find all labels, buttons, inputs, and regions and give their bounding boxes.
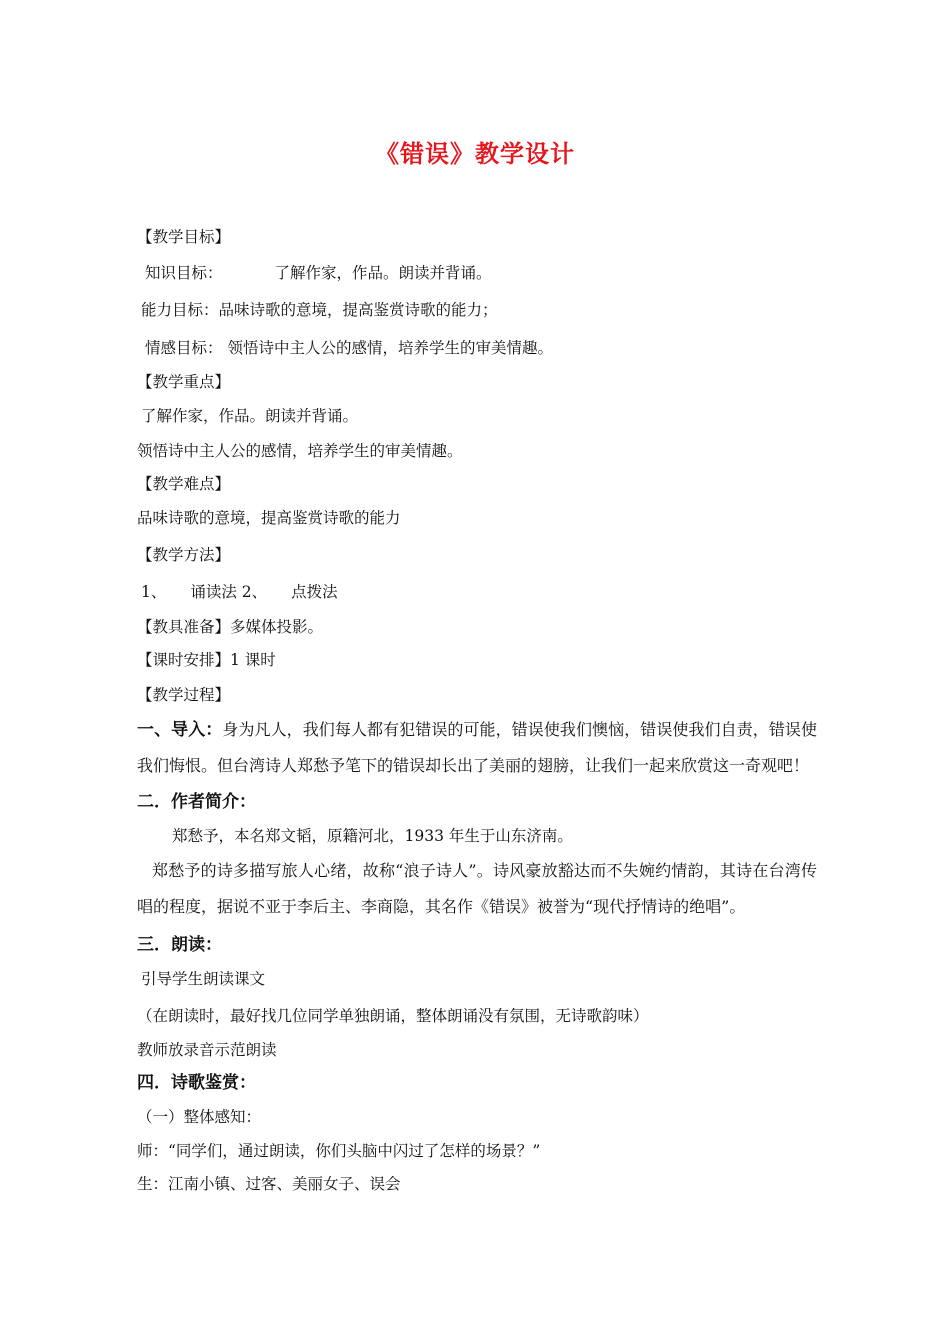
section-heading-process: 【教学过程】 bbox=[137, 686, 231, 704]
reading-heading: 三．朗读： bbox=[137, 935, 222, 955]
method-item: 点拨法 bbox=[291, 583, 338, 601]
focus-item: 了解作家，作品。朗读并背诵。 bbox=[141, 407, 359, 425]
intro-paragraph bbox=[137, 712, 817, 784]
reading-line: 引导学生朗读课文 bbox=[141, 970, 266, 988]
knowledge-goal-label: 知识目标： bbox=[145, 264, 223, 282]
knowledge-goal bbox=[145, 263, 492, 283]
emotion-goal bbox=[145, 338, 553, 358]
section-heading-focus: 【教学重点】 bbox=[137, 373, 231, 391]
knowledge-goal-text: 了解作家，作品。朗读并背诵。 bbox=[274, 264, 492, 282]
method-number: 1、 bbox=[141, 583, 167, 601]
emotion-goal-label: 情感目标： bbox=[145, 339, 223, 357]
method-list bbox=[141, 582, 338, 602]
subsection-heading: （一）整体感知： bbox=[137, 1108, 262, 1126]
document-title: 《错误》教学设计 bbox=[375, 140, 575, 168]
intro-heading: 一、导入： bbox=[137, 720, 223, 740]
author-paragraph: 郑愁予，本名郑文韬，原籍河北，1933 年生于山东济南。 bbox=[172, 827, 573, 845]
method-item: 诵读法 2、 bbox=[190, 583, 268, 601]
section-heading-difficulty: 【教学难点】 bbox=[137, 475, 231, 493]
dialogue-line: 生：江南小镇、过客、美丽女子、误会 bbox=[137, 1175, 401, 1193]
reading-line: 教师放录音示范朗读 bbox=[137, 1041, 277, 1059]
emotion-goal-text: 领悟诗中主人公的感情，培养学生的审美情趣。 bbox=[227, 339, 553, 357]
intro-text: 身为凡人，我们每人都有犯错误的可能，错误使我们懊恼，错误使我们自责，错误使我们悔恨。但台湾诗人郑愁予笔下的错误却长出了美丽的翅膀，让我们一起来欣赏这一奇观吧！ bbox=[137, 720, 817, 775]
ability-goal: 能力目标：品味诗歌的意境，提高鉴赏诗歌的能力； bbox=[141, 301, 498, 319]
section-heading-goals: 【教学目标】 bbox=[137, 228, 231, 246]
author-paragraph: 郑愁予的诗多描写旅人心绪，故称“浪子诗人”。诗风豪放豁达而不失婉约情韵，其诗在台湾传唱的程度，据说不亚于李后主、李商隐，其名作《错误》被誉为“现代抒情诗的绝唱”。 bbox=[137, 861, 817, 916]
dialogue-line: 师：“同学们，通过朗读，你们头脑中闪过了怎样的场景？” bbox=[137, 1142, 541, 1160]
appreciation-heading: 四．诗歌鉴赏： bbox=[137, 1073, 256, 1093]
author-heading: 二．作者简介： bbox=[137, 792, 256, 812]
tools-line: 【教具准备】多媒体投影。 bbox=[137, 618, 324, 636]
section-heading-method: 【教学方法】 bbox=[137, 546, 231, 564]
difficulty-text: 品味诗歌的意境，提高鉴赏诗歌的能力 bbox=[137, 509, 401, 527]
focus-item: 领悟诗中主人公的感情，培养学生的审美情趣。 bbox=[137, 442, 463, 460]
reading-line: （在朗读时，最好找几位同学单独朗诵，整体朗诵没有氛围，无诗歌韵味） bbox=[137, 1007, 649, 1025]
schedule-line: 【课时安排】1 课时 bbox=[137, 651, 276, 669]
